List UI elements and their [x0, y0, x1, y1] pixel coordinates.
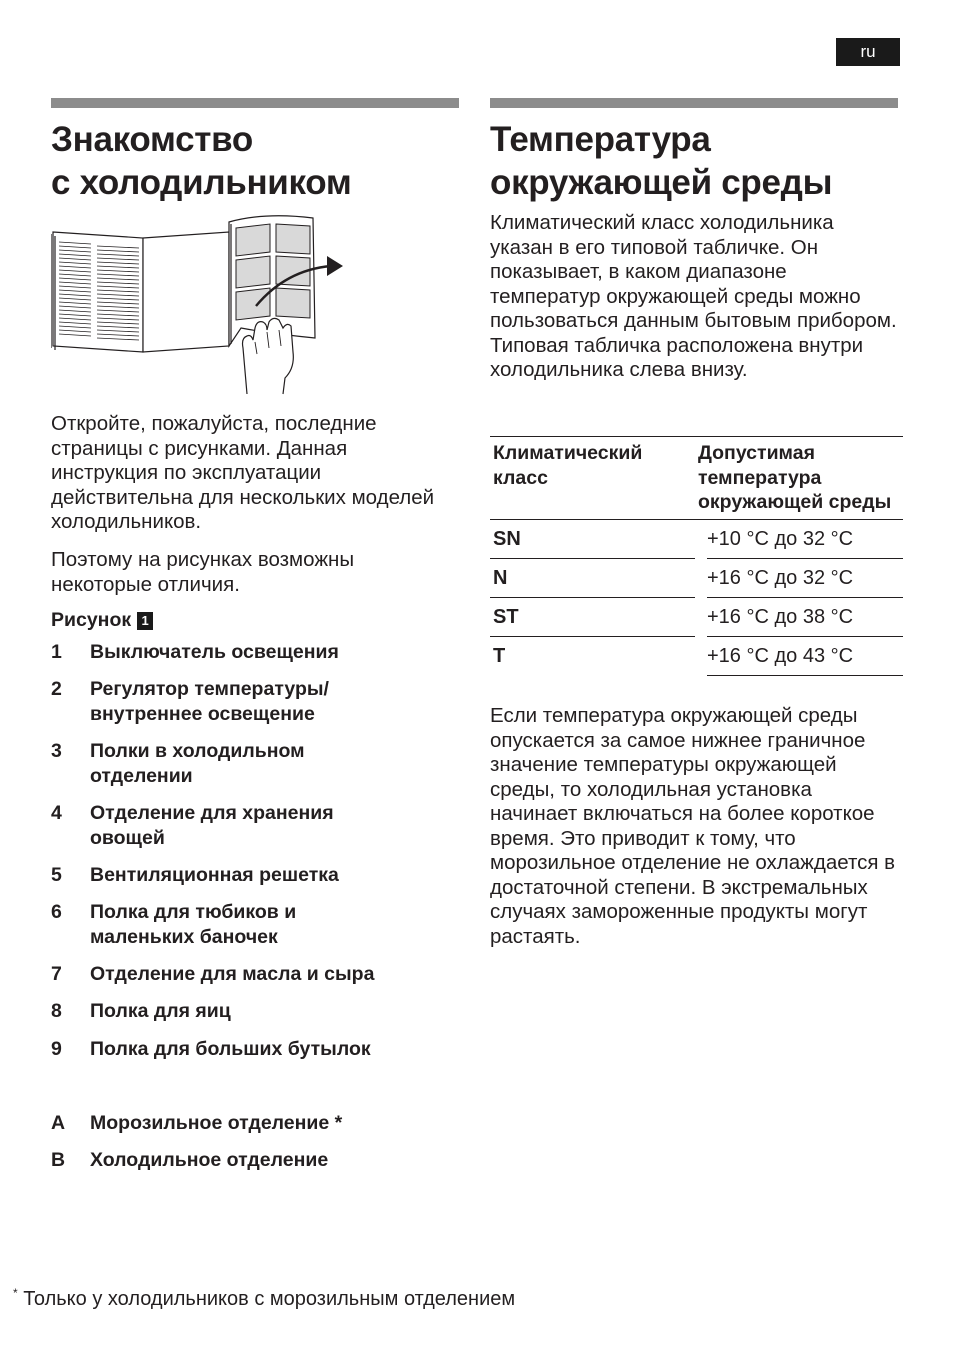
- list-item: [51, 739, 451, 788]
- climate-class-cell: N: [490, 558, 695, 597]
- list-item: [51, 801, 451, 850]
- climate-class-table: [490, 436, 903, 676]
- list-item-number: 1: [51, 641, 62, 663]
- list-item-text: Холодильное отделение: [90, 1149, 329, 1171]
- list-item: [51, 999, 451, 1024]
- list-item: [51, 1111, 451, 1136]
- list-item-text: Отделение для масла и сыра: [90, 963, 375, 985]
- table-row: [490, 597, 903, 636]
- differences-paragraph: Поэтому на рисунках возможны некоторые отличия.: [51, 548, 355, 596]
- left-title-line1: Знакомство: [51, 120, 253, 159]
- climate-class-paragraph: Климатический класс холодильника указан в его типовой табличке. Он показывает, в каком диапазоне температур окружающей среды можно пользоваться данным бытовым прибором. Типовая табличка расположена внутри холодильника слева внизу.: [490, 211, 897, 381]
- list-item-number: B: [51, 1149, 66, 1171]
- right-title-line1: Температура: [490, 120, 711, 159]
- list-item-number: 6: [51, 901, 62, 923]
- list-item: [51, 1037, 451, 1062]
- list-item-number: 4: [51, 802, 62, 824]
- right-header-rule: [490, 98, 898, 108]
- list-item-text: Выключатель освещения: [90, 641, 339, 663]
- language-badge: ru: [836, 38, 900, 66]
- list-item: [51, 900, 451, 949]
- table-row: [490, 519, 903, 558]
- list-item-text: Полки в холодильном отделении: [90, 740, 305, 787]
- list-item-text: Полка для тюбиков и маленьких баночек: [90, 901, 297, 948]
- temperature-range-cell: +16 °C до 43 °C: [707, 636, 903, 675]
- footnote-mark: *: [13, 1286, 18, 1300]
- list-item-number: A: [51, 1112, 66, 1134]
- right-title-line2: окружающей среды: [490, 163, 833, 202]
- list-item-text: Вентиляционная решетка: [90, 864, 339, 886]
- left-header-rule: [51, 98, 459, 108]
- footnote-text: Только у холодильников с морозильным отделением: [23, 1288, 516, 1310]
- climate-class-cell: SN: [490, 519, 695, 558]
- table-row: [490, 558, 903, 597]
- header-climate-class: Климатический класс: [490, 437, 695, 520]
- list-item-text: Отделение для хранения овощей: [90, 802, 334, 849]
- figure-number-box: 1: [137, 612, 153, 630]
- list-item: [51, 1148, 451, 1173]
- list-item-text: Регулятор температуры/ внутреннее освещение: [90, 678, 329, 725]
- list-item-number: 8: [51, 1000, 62, 1022]
- list-item-number: 9: [51, 1038, 62, 1060]
- list-item: [51, 962, 451, 987]
- list-item-text: Морозильное отделение *: [90, 1112, 343, 1134]
- left-title-line2: с холодильником: [51, 163, 352, 202]
- header-allowed-temperature: Допустимая температура окружающей среды: [695, 437, 903, 520]
- list-item-text: Полка для больших бутылок: [90, 1038, 371, 1060]
- list-item-number: 2: [51, 678, 62, 700]
- list-item: [51, 677, 451, 726]
- left-section-title: [51, 118, 461, 204]
- booklet-with-hand-icon: [51, 210, 351, 400]
- list-item-number: 3: [51, 740, 62, 762]
- low-temperature-warning-paragraph: Если температура окружающей среды опускается за самое нижнее граничное значение температуры окружающей среды, то холодильная установка начинает включаться на более короткое время. Это приводит к тому, что морозильное отделение не охлаждается в достаточной степени. В экстремальных случаях замороженные продукты могут растаять.: [490, 704, 896, 948]
- temperature-range-cell: +16 °C до 38 °C: [707, 597, 903, 636]
- climate-class-cell: ST: [490, 597, 695, 636]
- table-row: [490, 636, 903, 675]
- temperature-range-cell: +10 °C до 32 °C: [707, 519, 903, 558]
- list-item: [51, 640, 451, 665]
- climate-class-cell: T: [493, 644, 506, 667]
- temperature-range-cell: +16 °C до 32 °C: [707, 558, 903, 597]
- figure-label: [51, 609, 153, 632]
- footnote: [13, 1281, 515, 1311]
- figure-label-text: Рисунок: [51, 609, 132, 631]
- list-item-text: Полка для яиц: [90, 1000, 231, 1022]
- list-item-number: 5: [51, 864, 62, 886]
- list-item: [51, 863, 451, 888]
- right-section-title: [490, 118, 910, 204]
- table-header-row: [490, 437, 903, 520]
- list-item-number: 7: [51, 963, 62, 985]
- intro-paragraph: Откройте, пожалуйста, последние страницы с рисунками. Данная инструкция по эксплуатации действительна для нескольких моделей холодильников.: [51, 412, 435, 533]
